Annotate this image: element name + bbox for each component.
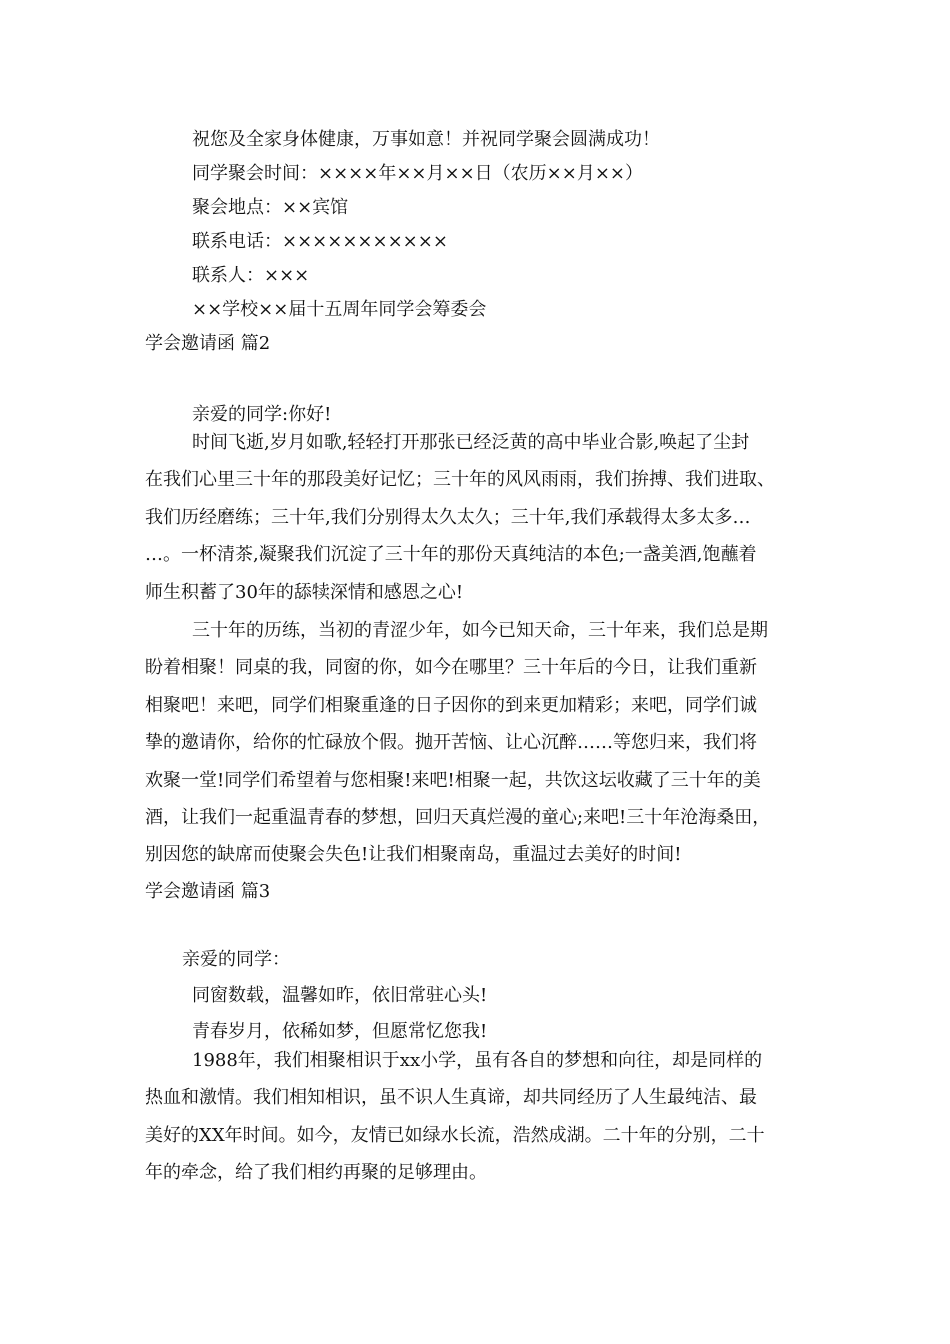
paragraph-line: …。一杯清茶,凝聚我们沉淀了三十年的那份天真纯洁的本色;一盏美酒,饱蘸着 <box>145 544 757 566</box>
section-heading-3: 学会邀请函 篇3 <box>145 881 271 902</box>
paragraph-line: 热血和激情。我们相知相识，虽不识人生真谛，却共同经历了人生最纯洁、最 <box>145 1087 757 1109</box>
paragraph-line: 盼着相聚！同桌的我，同窗的你，如今在哪里？三十年后的今日，让我们重新 <box>145 657 757 679</box>
paragraph-line: 别因您的缺席而使聚会失色!让我们相聚南岛，重温过去美好的时间! <box>145 844 682 866</box>
paragraph-line: 师生积蓄了30年的舔犊深情和感恩之心! <box>145 581 464 603</box>
paragraph-line: 1988年，我们相聚相识于xx小学，虽有各自的梦想和向往，却是同样的 <box>192 1050 763 1071</box>
paragraph-line: 欢聚一堂!同学们希望着与您相聚!来吧!相聚一起，共饮这坛收藏了三十年的美 <box>145 769 761 791</box>
paragraph-line: 年的牵念，给了我们相约再聚的足够理由。 <box>145 1162 487 1184</box>
greeting-3: 亲爱的同学： <box>182 949 290 970</box>
contact-phone-line: 联系电话：××××××××××× <box>192 231 448 252</box>
paragraph-line: 美好的XX年时间。如今，友情已如绿水长流，浩然成湖。二十年的分别，二十 <box>145 1124 765 1146</box>
paragraph-line: 我们历经磨练；三十年,我们分别得太久太久；三十年,我们承载得太多太多… <box>145 506 751 528</box>
committee-signature: ××学校××届十五周年同学会筹委会 <box>192 299 487 320</box>
paragraph-line: 相聚吧！来吧，同学们相聚重逢的日子因你的到来更加精彩；来吧，同学们诚 <box>145 694 757 716</box>
paragraph-line: 时间飞逝,岁月如歌,轻轻打开那张已经泛黄的高中毕业合影,唤起了尘封 <box>192 432 750 453</box>
meeting-place-line: 聚会地点：××宾馆 <box>192 197 349 218</box>
paragraph-line: 挚的邀请你，给你的忙碌放个假。抛开苦恼、让心沉醉……等您归来，我们将 <box>145 732 757 754</box>
verse-line-2: 青春岁月，依稀如梦，但愿常忆您我! <box>192 1021 488 1042</box>
paragraph-2-1 <box>145 424 807 611</box>
paragraph-3-1 <box>145 1042 807 1192</box>
paragraph-line: 酒，让我们一起重温青春的梦想，回归天真烂漫的童心;来吧!三十年沧海桑田， <box>145 807 771 829</box>
verse-line-1: 同窗数载，温馨如昨，依旧常驻心头! <box>192 985 488 1006</box>
contact-person-line: 联系人：××× <box>192 265 310 286</box>
greeting-2: 亲爱的同学:你好! <box>192 404 332 425</box>
paragraph-line: 在我们心里三十年的那段美好记忆；三十年的风风雨雨，我们拚搏、我们进取、 <box>145 469 775 491</box>
meeting-time-line: 同学聚会时间：××××年××月××日（农历××月××） <box>192 163 643 184</box>
section-heading-2: 学会邀请函 篇2 <box>145 333 271 354</box>
paragraph-line: 三十年的历练，当初的青涩少年，如今已知天命，三十年来，我们总是期 <box>192 620 768 641</box>
paragraph-2-2 <box>145 612 807 874</box>
wishes-line: 祝您及全家身体健康，万事如意！并祝同学聚会圆满成功！ <box>192 129 660 150</box>
